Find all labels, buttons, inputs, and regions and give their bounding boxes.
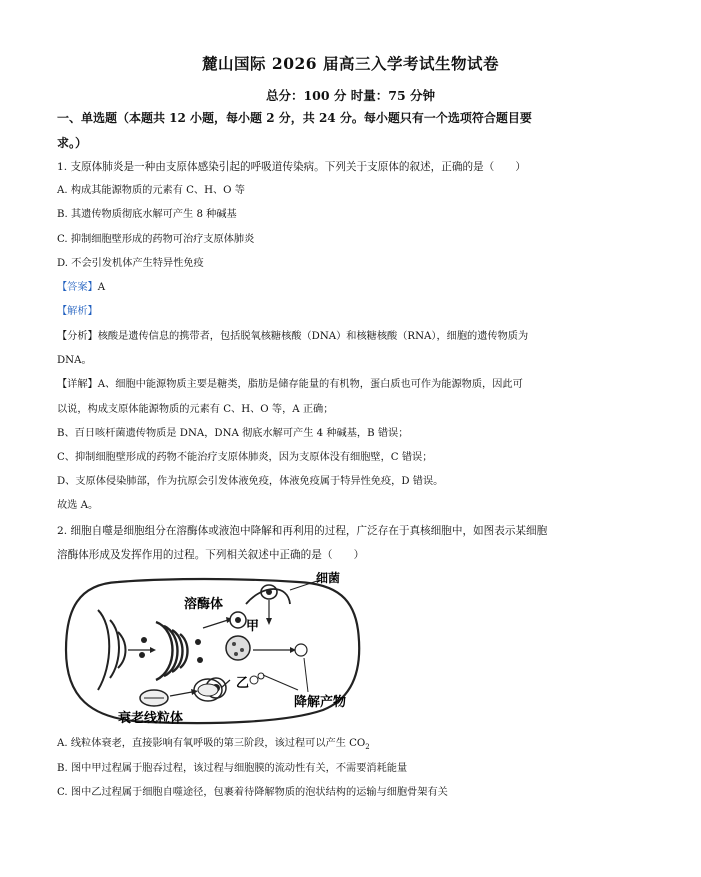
detail-b: B、百日咳杆菌遗传物质是 DNA，DNA 彻底水解可产生 4 种碱基，B 错误； [57, 428, 409, 439]
fenxi-tag: 【分析】 [57, 331, 98, 342]
question-2-stem-1: 2. 细胞自噬是细胞组分在溶酶体或液泡中降解和再利用的过程，广泛存在于真核细胞中，如图表示某细胞 [57, 525, 548, 537]
question-1-option-a: A. 构成其能源物质的元素有 C、H、O 等 [57, 185, 245, 196]
label-aged-mito: 衰老线粒体 [118, 711, 184, 726]
label-jia: 甲 [246, 619, 260, 634]
detail-line-a1 [57, 378, 523, 392]
question-1-stem: 1. 支原体肺炎是一种由支原体感染引起的呼吸道传染病。下列关于支原体的叙述，正确的是（ ） [57, 161, 527, 173]
section-heading-line2: 求。） [57, 136, 88, 150]
page-title: 麓山国际 2026 届高三入学考试生物试卷 [202, 54, 499, 73]
answer-value: A [97, 282, 106, 293]
section-heading-line1: 一、单选题（本题共 12 小题，每小题 2 分，共 24 分。每小题只有一个选项符合题目要 [57, 111, 532, 125]
question-1-option-b: B. 其遗传物质彻底水解可产生 8 种碱基 [57, 209, 237, 220]
question-1-option-c: C. 抑制细胞壁形成的药物可治疗支原体肺炎 [57, 234, 255, 245]
question-1-option-d: D. 不会引发机体产生特异性免疫 [57, 258, 204, 269]
option-a-sub: 2 [365, 743, 370, 752]
answer-line [57, 281, 105, 295]
analysis-tag: 【解析】 [57, 306, 98, 317]
label-products: 降解产物 [294, 695, 347, 710]
question-2-stem-2: 溶酶体形成及发挥作用的过程。下列相关叙述中正确的是（ ） [57, 549, 365, 561]
detail-d: D、支原体侵染肺部，作为抗原会引发体液免疫，体液免疫属于特异性免疫，D 错误。 [57, 476, 444, 487]
fenxi-line [57, 330, 528, 344]
question-2-option-b: B. 图中甲过程属于胞吞过程，该过程与细胞膜的流动性有关，不需要消耗能量 [57, 763, 408, 774]
question-2-option-c: C. 图中乙过程属于细胞自噬途径，包裹着待降解物质的泡状结构的运输与细胞骨架有关 [57, 787, 448, 798]
fenxi-text: 核酸是遗传信息的携带者，包括脱氧核糖核酸（DNA）和核糖核酸（RNA），细胞的遗传物质为 [97, 331, 529, 342]
question-2-option-a [57, 737, 370, 754]
detail-c: C、抑制细胞壁形成的药物不能治疗支原体肺炎，因为支原体没有细胞壁，C 错误； [57, 452, 433, 463]
label-lysosome: 溶酶体 [184, 597, 224, 612]
option-a-text: A. 线粒体衰老，直接影响有氧呼吸的第三阶段，该过程可以产生 CO [57, 738, 366, 749]
conclusion: 故选 A。 [57, 500, 99, 511]
exam-info: 总分：100 分 时量：75 分钟 [265, 88, 436, 103]
answer-tag: 【答案】 [57, 282, 98, 293]
cell-autophagy-figure [58, 570, 378, 730]
label-yi: 乙 [236, 676, 250, 691]
detail-a1: A、细胞中能源物质主要是糖类，脂肪是储存能量的有机物，蛋白质也可作为能源物质，因此可 [97, 379, 523, 390]
label-bacteria: 细菌 [316, 571, 341, 585]
detail-a2: 以说，构成支原体能源物质的元素有 C、H、O 等，A 正确； [57, 404, 334, 415]
fenxi-text-2: DNA。 [57, 355, 92, 366]
detail-tag: 【详解】 [57, 379, 98, 390]
